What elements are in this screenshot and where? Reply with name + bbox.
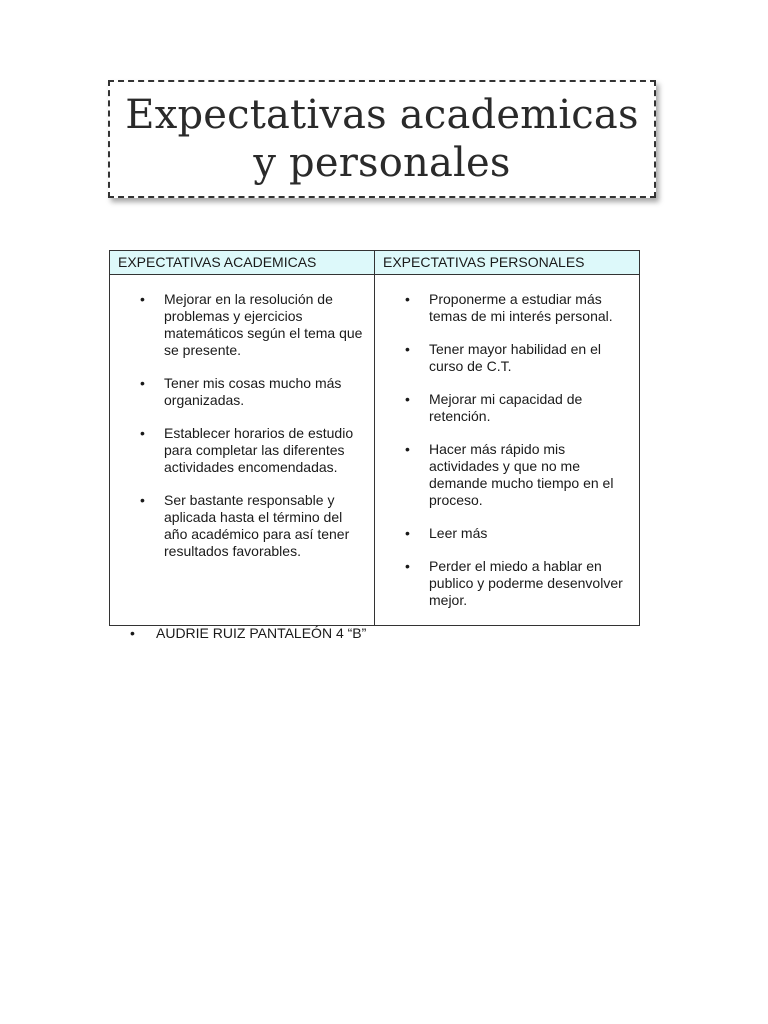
expectations-table bbox=[109, 250, 640, 626]
bullet-icon: • bbox=[130, 625, 135, 641]
title-line-1: Expectativas academicas bbox=[125, 92, 639, 138]
header-academic: EXPECTATIVAS ACADEMICAS bbox=[110, 251, 375, 275]
list-item: • Hacer más rápido mis actividades y que no me demande mucho tiempo en el proceso. bbox=[405, 441, 633, 509]
list-item: • Establecer horarios de estudio para completar las diferentes actividades encomendadas. bbox=[140, 425, 368, 476]
list-item: • Ser bastante responsable y aplicada hasta el término del año académico para así tener resultados favorables. bbox=[140, 492, 368, 560]
list-item: • Mejorar mi capacidad de retención. bbox=[405, 391, 633, 425]
personal-cell bbox=[375, 275, 640, 626]
author-name: AUDRIE RUIZ PANTALEÓN 4 “B” bbox=[156, 625, 367, 641]
title-box bbox=[108, 80, 656, 198]
list-item: • Mejorar en la resolución de problemas y ejercicios matemáticos según el tema que se presente. bbox=[140, 291, 368, 359]
list-item: • Tener mayor habilidad en el curso de C.T. bbox=[405, 341, 633, 375]
table-body-row bbox=[110, 275, 640, 626]
header-personal: EXPECTATIVAS PERSONALES bbox=[375, 251, 640, 275]
academic-list bbox=[110, 291, 374, 560]
table-header-row bbox=[110, 251, 640, 275]
list-item: • Tener mis cosas mucho más organizadas. bbox=[140, 375, 368, 409]
author-line bbox=[130, 625, 366, 642]
title-line-2: y personales bbox=[253, 140, 511, 186]
list-item: • Leer más bbox=[405, 525, 633, 542]
list-item: • Proponerme a estudiar más temas de mi interés personal. bbox=[405, 291, 633, 325]
personal-list bbox=[375, 291, 639, 609]
academic-cell bbox=[110, 275, 375, 626]
list-item: • Perder el miedo a hablar en publico y poderme desenvolver mejor. bbox=[405, 558, 633, 609]
